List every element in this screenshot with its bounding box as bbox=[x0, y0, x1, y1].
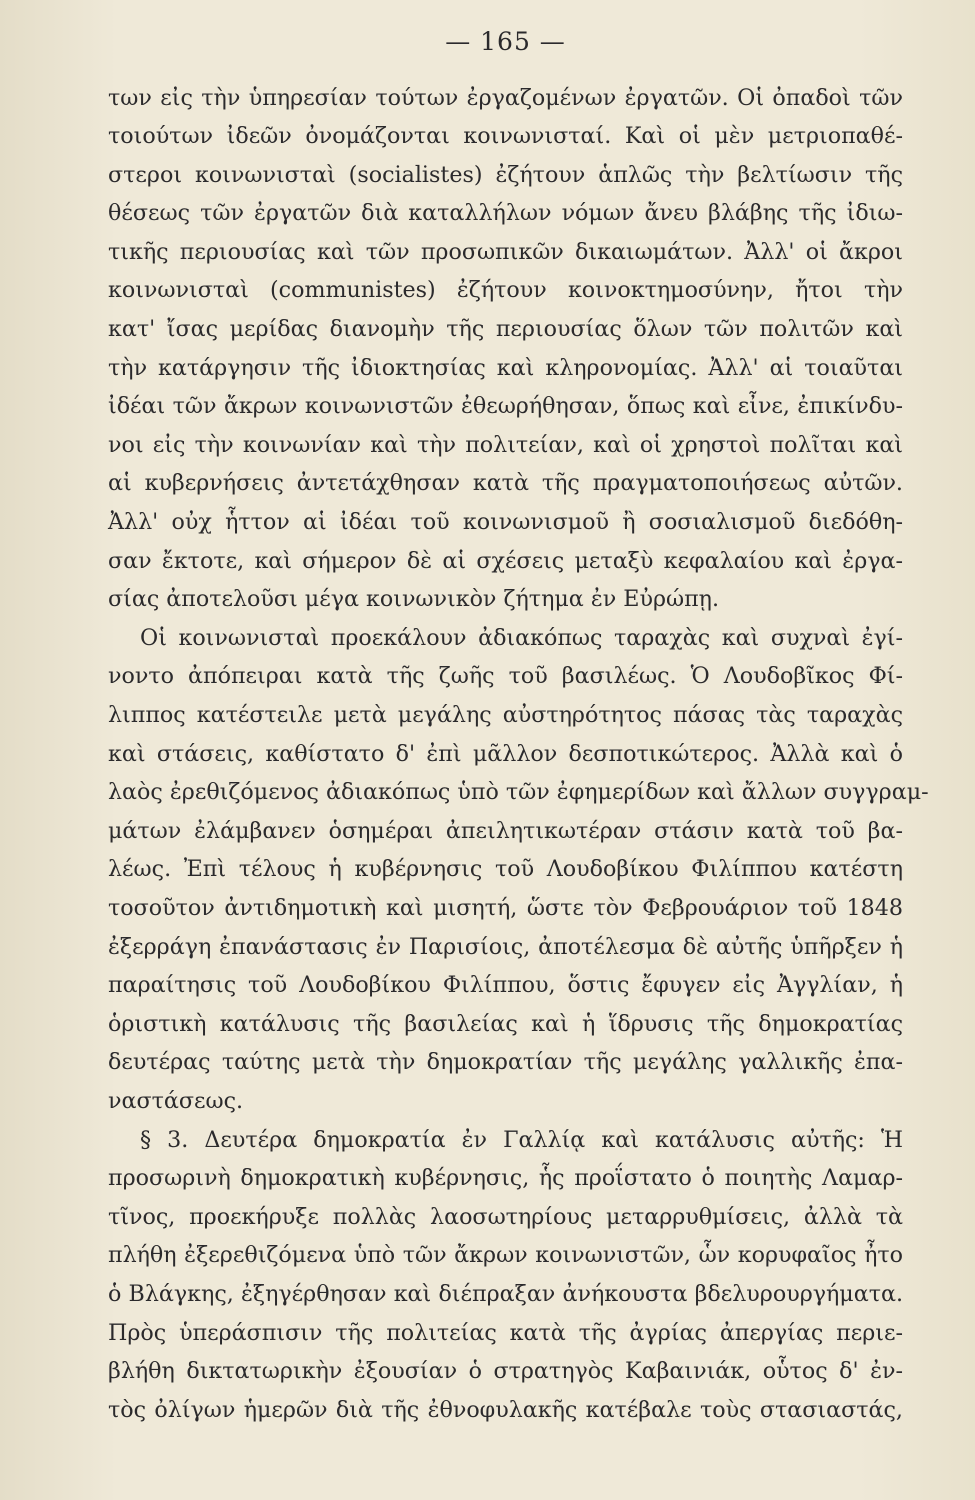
text-line: νοντο ἀπόπειραι κατὰ τῆς ζωῆς τοῦ βασιλέως. Ὁ Λουδοβῖκος Φί- bbox=[108, 663, 903, 690]
text-line: βλήθη δικτατωρικὴν ἐξουσίαν ὁ στρατηγὸς Καβαινιάκ, οὗτος δ' ἐν- bbox=[108, 1358, 903, 1385]
text-line: τικῆς περιουσίας καὶ τῶν προσωπικῶν δικαιωμάτων. Ἀλλ' οἱ ἄκροι bbox=[108, 238, 903, 265]
text-line: προσωρινὴ δημοκρατικὴ κυβέρνησις, ἧς προΐστατο ὁ ποιητὴς Λαμαρ- bbox=[108, 1165, 903, 1192]
text-line: Ἀλλ' οὐχ ἧττον αἱ ἰδέαι τοῦ κοινωνισμοῦ ἢ σοσιαλισμοῦ διεδόθη- bbox=[108, 509, 903, 536]
text-line: κοινωνισταὶ (communistes) ἐζήτουν κοινοκτημοσύνην, ἤτοι τὴν bbox=[108, 277, 903, 304]
text-line: ὁ Βλάγκης, ἐξηγέρθησαν καὶ διέπραξαν ἀνήκουστα βδελυρουργήματα. bbox=[108, 1280, 903, 1307]
text-line: ἰδέαι τῶν ἄκρων κοινωνιστῶν ἐθεωρήθησαν, ὅπως καὶ εἶνε, ἐπικίνδυ- bbox=[108, 393, 903, 420]
text-line: θέσεως τῶν ἐργατῶν διὰ καταλλήλων νόμων ἄνευ βλάβης τῆς ἰδιω- bbox=[108, 200, 903, 227]
text-line: παραίτησις τοῦ Λουδοβίκου Φιλίππου, ὅστις ἔφυγεν εἰς Ἀγγλίαν, ἡ bbox=[108, 972, 903, 999]
text-line: νοι εἰς τὴν κοινωνίαν καὶ τὴν πολιτείαν, καὶ οἱ χρηστοὶ πολῖται καὶ bbox=[108, 431, 903, 458]
page-number: — 165 — bbox=[445, 27, 566, 56]
text-line: τῖνος, προεκήρυξε πολλὰς λαοσωτηρίους μεταρρυθμίσεις, ἀλλὰ τὰ bbox=[108, 1203, 903, 1230]
text-line: σίας ἀποτελοῦσι μέγα κοινωνικὸν ζήτημα ἐν Εὐρώπῃ. bbox=[108, 586, 720, 613]
text-line: τοιούτων ἰδεῶν ὀνομάζονται κοινωνισταί. Καὶ οἱ μὲν μετριοπαθέ- bbox=[108, 123, 903, 150]
text-line: Πρὸς ὑπεράσπισιν τῆς πολιτείας κατὰ τῆς ἀγρίας ἀπεργίας περιε- bbox=[108, 1319, 903, 1346]
text-line: ὁριστικὴ κατάλυσις τῆς βασιλείας καὶ ἡ ἵδρυσις τῆς δημοκρατίας bbox=[108, 1010, 903, 1037]
text-line: τοσοῦτον ἀντιδημοτικὴ καὶ μισητή, ὥστε τὸν Φεβρουάριον τοῦ 1848 bbox=[108, 894, 903, 921]
text-line: τὴν κατάργησιν τῆς ἰδιοκτησίας καὶ κληρονομίας. Ἀλλ' αἱ τοιαῦται bbox=[108, 354, 903, 381]
text-line: τὸς ὀλίγων ἡμερῶν διὰ τῆς ἐθνοφυλακῆς κατέβαλε τοὺς στασιαστάς, bbox=[108, 1396, 903, 1423]
text-line: σαν ἔκτοτε, καὶ σήμερον δὲ αἱ σχέσεις μεταξὺ κεφαλαίου καὶ ἐργα- bbox=[108, 547, 903, 574]
page-body-text bbox=[108, 79, 929, 1430]
text-line: λέως. Ἐπὶ τέλους ἡ κυβέρνησις τοῦ Λουδοβίκου Φιλίππου κατέστη bbox=[108, 856, 903, 883]
text-line: λαὸς ἐρεθιζόμενος ἀδιακόπως ὑπὸ τῶν ἐφημερίδων καὶ ἄλλων συγγραμ- bbox=[108, 779, 929, 806]
text-line: αἱ κυβερνήσεις ἀντετάχθησαν κατὰ τῆς πραγματοποιήσεως αὐτῶν. bbox=[108, 470, 903, 497]
text-line: στεροι κοινωνισταὶ (socialistes) ἐζήτουν ἁπλῶς τὴν βελτίωσιν τῆς bbox=[108, 161, 903, 188]
text-line: δευτέρας ταύτης μετὰ τὴν δημοκρατίαν τῆς μεγάλης γαλλικῆς ἐπα- bbox=[108, 1049, 903, 1076]
text-line: μάτων ἐλάμβανεν ὁσημέραι ἀπειλητικωτέραν στάσιν κατὰ τοῦ βα- bbox=[108, 817, 903, 844]
text-line: καὶ στάσεις, καθίστατο δ' ἐπὶ μᾶλλον δεσποτικώτερος. Ἀλλὰ καὶ ὁ bbox=[108, 740, 903, 767]
text-line: ἐξερράγη ἐπανάστασις ἐν Παρισίοις, ἀποτέλεσμα δὲ αὐτῆς ὑπῆρξεν ἡ bbox=[108, 933, 903, 960]
text-line: των εἰς τὴν ὑπηρεσίαν τούτων ἐργαζομένων ἐργατῶν. Οἱ ὀπαδοὶ τῶν bbox=[108, 84, 903, 111]
text-line: § 3. Δευτέρα δημοκρατία ἐν Γαλλίᾳ καὶ κατάλυσις αὐτῆς: Ἡ bbox=[140, 1126, 903, 1153]
text-line: Οἱ κοινωνισταὶ προεκάλουν ἀδιακόπως ταραχὰς καὶ συχναὶ ἐγί- bbox=[140, 624, 903, 651]
text-line: κατ' ἴσας μερίδας διανομὴν τῆς περιουσίας ὅλων τῶν πολιτῶν καὶ bbox=[108, 316, 903, 343]
text-line: ναστάσεως. bbox=[108, 1087, 244, 1114]
text-line: πλήθη ἐξερεθιζόμενα ὑπὸ τῶν ἄκρων κοινωνιστῶν, ὧν κορυφαῖος ἦτο bbox=[108, 1242, 903, 1269]
text-line: λιππος κατέστειλε μετὰ μεγάλης αὐστηρότητος πάσας τὰς ταραχὰς bbox=[108, 702, 903, 728]
